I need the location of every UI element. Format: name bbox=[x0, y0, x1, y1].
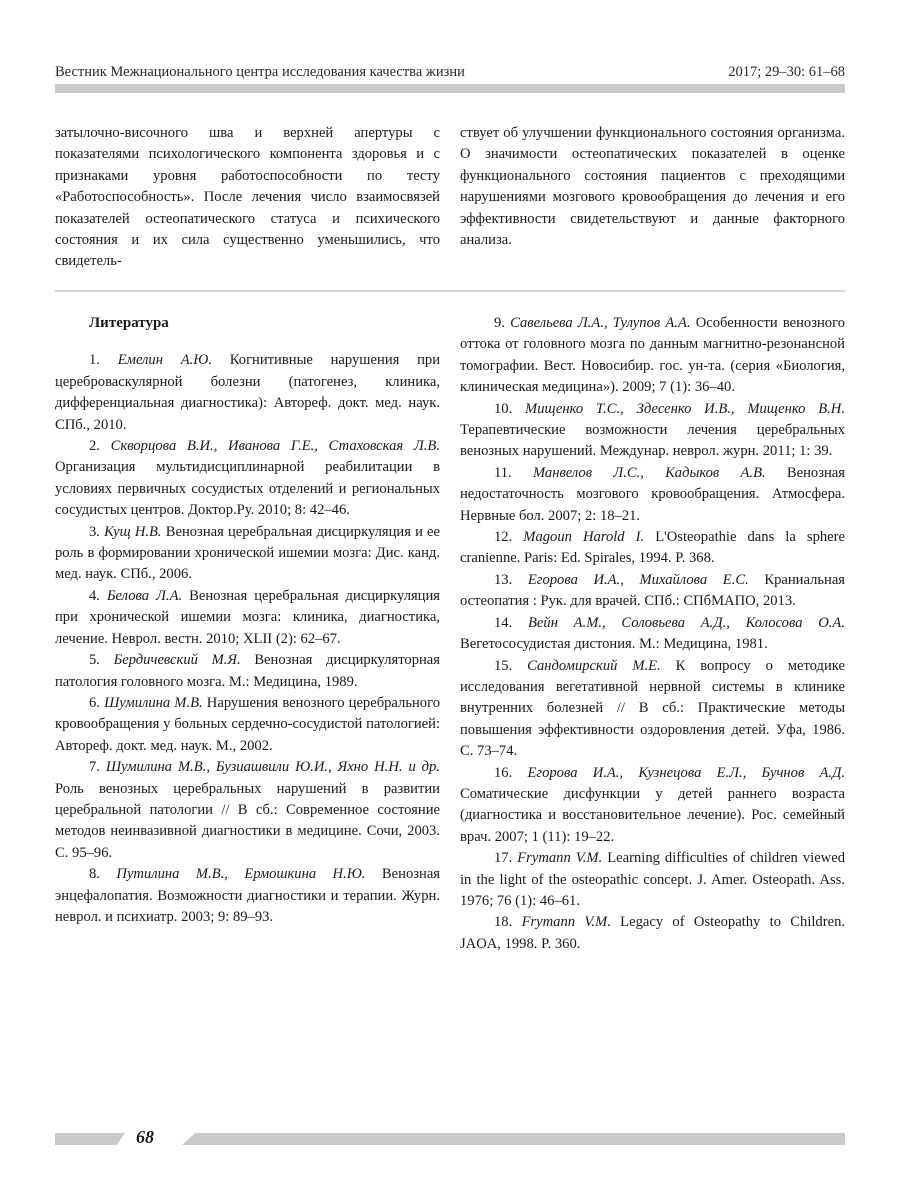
reference-text: L'Osteopathie dans la sphere cranienne. Paris: Ed. Spirales, 1994. P. 368. bbox=[460, 529, 845, 567]
reference-text: Когнитивные нарушения при цереброваскулярной болезни (патогенез, клиника, дифференциальная диагностика): Автореф. докт. мед. наук. СПб., 2010. bbox=[55, 352, 441, 433]
reference-authors: Шумилина М.В., Бузиашвили Ю.И., Яхно Н.Н. и др. bbox=[105, 759, 440, 776]
issue-info: 2017; 29–30: 61–68 bbox=[728, 64, 845, 80]
reference-text: Роль венозных церебральных нарушений в развитии церебральной патологии // В сб.: Современное состояние методов неинвазивной диагностики в медицине. Сочи, 2003. С. 95–96. bbox=[55, 780, 440, 861]
reference-authors: Егорова И.А., Михайлова Е.С. bbox=[527, 571, 749, 588]
reference-item bbox=[55, 650, 440, 693]
reference-item bbox=[460, 848, 845, 912]
reference-text: Терапевтические возможности лечения церебральных венозных нарушений. Междунар. неврол. журн. 2011; 1: 39. bbox=[460, 422, 845, 460]
reference-item bbox=[55, 864, 440, 928]
reference-item bbox=[460, 399, 845, 463]
reference-authors: Манвелов Л.С., Кадыков А.В. bbox=[532, 464, 766, 481]
reference-authors: Шумилина М.В. bbox=[104, 694, 203, 711]
reference-number: 5. bbox=[89, 652, 100, 669]
reference-text: Краниальная остеопатия : Рук. для врачей. СПб.: СПбМАПО, 2013. bbox=[460, 571, 846, 610]
reference-authors: Frymann V.M. bbox=[517, 850, 603, 867]
reference-item bbox=[460, 570, 845, 613]
references-list-right bbox=[460, 313, 845, 955]
reference-number: 18. bbox=[494, 914, 513, 931]
footer-bar-right bbox=[182, 1133, 845, 1145]
reference-authors: Frymann V.M. bbox=[521, 914, 611, 931]
reference-authors: Мищенко Т.С., Здесенко И.В., Мищенко В.Н. bbox=[525, 400, 845, 417]
reference-number: 7. bbox=[89, 759, 100, 776]
reference-number: 3. bbox=[89, 523, 100, 540]
reference-text: Венозная церебральная дисциркуляция при хронической ишемии мозга: клиника, диагностика, лечение. Неврол. вестн. 2010; XLII (2): 62–67. bbox=[55, 587, 441, 647]
reference-text: Венозная недостаточность мозгового кровообращения. Атмосфера. Нервные бол. 2007; 2: 18–21. bbox=[460, 464, 845, 524]
reference-item bbox=[55, 757, 440, 864]
reference-text: Венозная церебральная дисциркуляция и ее роль в формировании хронической ишемии мозга: Дис. канд. мед. наук. СПб., 2006. bbox=[55, 523, 440, 583]
journal-title: Вестник Межнационального центра исследования качества жизни bbox=[55, 64, 465, 80]
reference-item bbox=[55, 522, 440, 586]
reference-text: Организация мультидисциплинарной реабилитации в условиях первичных сосудистых отделений и региональных сосудистых центров. Доктор.Ру. 2010; 8: 42–46. bbox=[55, 459, 440, 519]
reference-item bbox=[55, 693, 440, 757]
references-column-left bbox=[55, 313, 440, 928]
reference-item bbox=[460, 656, 845, 763]
reference-authors: Белова Л.А. bbox=[106, 587, 183, 604]
reference-item bbox=[460, 313, 845, 399]
reference-authors: Савельева Л.А., Тулупов А.А. bbox=[510, 315, 691, 331]
intro-paragraph-left: затылочно-височного шва и верхней апертуры с показателями психологического компонента здоровья и с признаками уровня работоспособности по тесту «Работоспособность». После лечения число взаимосвязей показателей остеопатического статуса и психического состояния и их сила существенно уменьшились, что свидетель- bbox=[55, 125, 440, 270]
reference-text: Нарушения венозного церебрального кровообращения у больных сердечно-сосудистой патологией: Автореф. докт. мед. наук. М., 2002. bbox=[55, 694, 440, 754]
reference-number: 10. bbox=[494, 400, 513, 417]
reference-authors: Бердичевский М.Я. bbox=[113, 652, 241, 669]
reference-authors: Путилина М.В., Ермошкина Н.Ю. bbox=[116, 866, 366, 883]
reference-item bbox=[460, 463, 845, 527]
reference-text: Особенности венозного оттока от головного мозга по данным магнитно-резонансной томографии. Вест. Новосибир. гос. ун-та. (серия «Биология, клиническая медицина»). 2009; 7 (1): 36–40. bbox=[460, 315, 845, 396]
reference-number: 14. bbox=[494, 614, 513, 631]
reference-text: Соматические дисфункции у детей раннего возраста (диагностика и восстановительное лечение). Рос. семейный врач. 2007; 1 (11): 19–22. bbox=[460, 785, 845, 845]
reference-text: Венозная дисциркуляторная патология головного мозга. М.: Медицина, 1989. bbox=[55, 652, 440, 690]
reference-text: Legacy of Osteopathy to Children. JAOA, 1998. P. 360. bbox=[460, 914, 846, 952]
reference-number: 16. bbox=[494, 764, 513, 781]
reference-number: 17. bbox=[494, 850, 513, 867]
reference-number: 15. bbox=[494, 657, 513, 674]
reference-authors: Егорова И.А., Кузнецова Е.Л., Бучнов А.Д. bbox=[527, 764, 845, 781]
page-number: 68 bbox=[136, 1127, 154, 1147]
reference-item bbox=[460, 527, 845, 570]
section-divider bbox=[55, 290, 845, 292]
reference-authors: Кущ Н.В. bbox=[104, 523, 162, 540]
reference-text: Вегетососудистая дистония. М.: Медицина, 1981. bbox=[460, 636, 768, 653]
reference-authors: Емелин А.Ю. bbox=[117, 352, 212, 369]
reference-authors: Сандомирский М.Е. bbox=[527, 657, 661, 674]
reference-text: Learning difficulties of children viewed in the light of the osteopathic concept. J. Amer. Osteopath. Ass. 1976; 76 (1): 46–61. bbox=[460, 850, 845, 909]
intro-column-left bbox=[55, 123, 440, 273]
reference-text: К вопросу о методике исследования вегетативной нервной системы в клинике внутренних болезней // В сб.: Практические методы повышения эффективности оздоровления детей. Уфа, 1986. С. 73–74. bbox=[460, 657, 845, 760]
literature-heading: Литература bbox=[89, 315, 169, 331]
reference-number: 11. bbox=[494, 464, 512, 481]
reference-authors: Вейн А.М., Соловьева А.Д., Колосова О.А. bbox=[528, 614, 845, 631]
reference-item bbox=[460, 912, 845, 955]
intro-column-right bbox=[460, 123, 845, 251]
reference-item bbox=[460, 613, 845, 656]
reference-item bbox=[55, 350, 440, 436]
running-header bbox=[55, 64, 845, 81]
reference-number: 13. bbox=[494, 571, 513, 588]
reference-number: 8. bbox=[89, 866, 100, 883]
references-column-right bbox=[460, 313, 845, 955]
references-list-left bbox=[55, 350, 440, 928]
header-divider-bar bbox=[55, 84, 845, 93]
reference-number: 1. bbox=[89, 352, 100, 369]
footer-bar-left bbox=[55, 1133, 125, 1145]
reference-item bbox=[460, 763, 845, 849]
reference-authors: Скворцова В.И., Иванова Г.Е., Стаховская Л.В. bbox=[110, 438, 440, 455]
reference-item bbox=[55, 436, 440, 522]
reference-number: 6. bbox=[89, 694, 100, 711]
reference-number: 9. bbox=[494, 315, 505, 331]
reference-authors: Magoun Harold I. bbox=[523, 529, 645, 546]
reference-number: 12. bbox=[494, 529, 513, 546]
reference-text: Венозная энцефалопатия. Возможности диагностики и терапии. Журн. неврол. и психиатр. 2003; 9: 89–93. bbox=[55, 866, 441, 925]
reference-item bbox=[55, 586, 440, 650]
reference-number: 4. bbox=[89, 587, 100, 604]
intro-paragraph-right: ствует об улучшении функционального состояния организма. О значимости остеопатических показателей в оценке функционального состояния пациентов с преходящими нарушениями мозгового кровообращения до лечения и его эффективности свидетельствуют и данные факторного анализа. bbox=[460, 125, 845, 249]
reference-number: 2. bbox=[89, 438, 100, 455]
